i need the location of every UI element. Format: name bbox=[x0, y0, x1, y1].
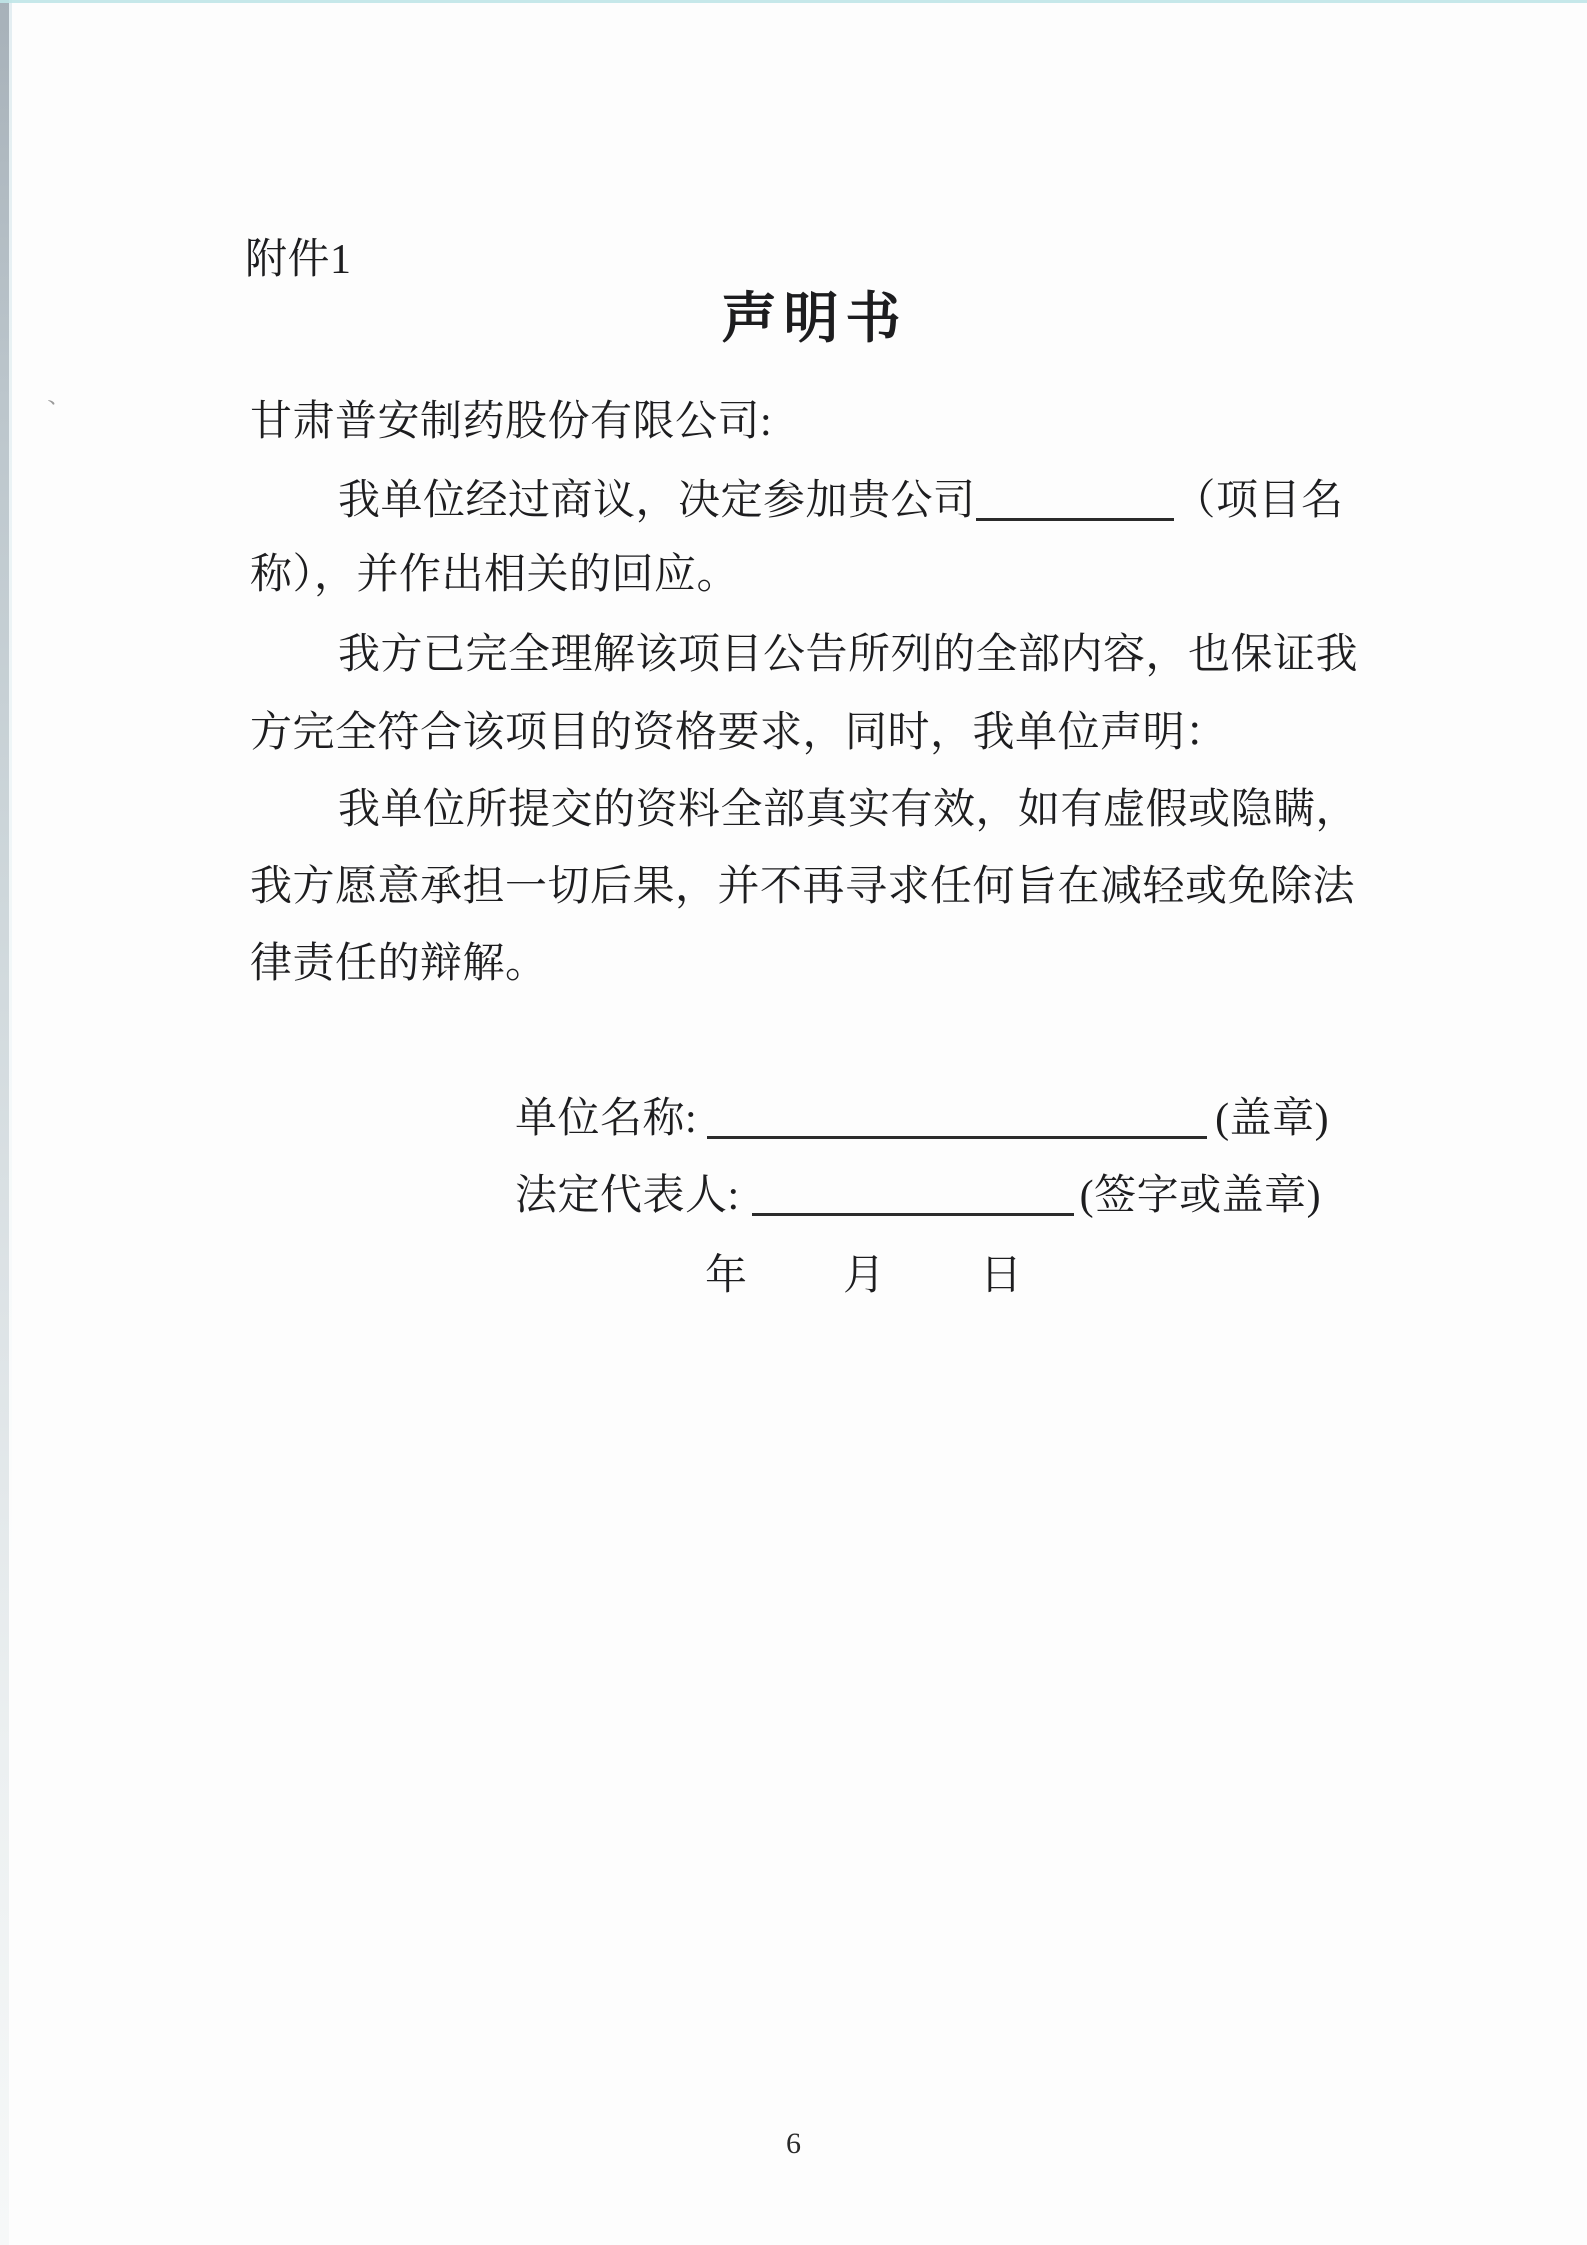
signature-unit-row bbox=[515, 1094, 1329, 1143]
month-label: 月 bbox=[843, 1253, 886, 1299]
date-line bbox=[0, 1252, 1587, 1302]
body-line: 律责任的辩解。 bbox=[250, 941, 548, 987]
salutation: 甘肃普安制药股份有限公司: bbox=[250, 399, 773, 445]
year-label: 年 bbox=[705, 1253, 748, 1299]
body-line: 方完全符合该项目的资格要求，同时，我单位声明： bbox=[250, 710, 1228, 756]
project-name-blank bbox=[976, 476, 1174, 521]
unit-name-label: 单位名称: bbox=[515, 1096, 698, 1142]
page-number: 6 bbox=[786, 2127, 801, 2160]
body-line: 我方愿意承担一切后果，并不再寻求任何旨在减轻或免除法 bbox=[250, 864, 1356, 910]
body-line: 我单位所提交的资料全部真实有效，如有虚假或隐瞒， bbox=[338, 787, 1359, 833]
legal-rep-blank bbox=[752, 1171, 1074, 1216]
legal-rep-note: (签字或盖章) bbox=[1079, 1173, 1322, 1219]
body-text: 我单位经过商议，决定参加贵公司 bbox=[338, 478, 976, 524]
unit-name-blank bbox=[707, 1094, 1207, 1139]
scan-artifact-line bbox=[0, 0, 1587, 3]
day-label: 日 bbox=[980, 1253, 1023, 1299]
body-line bbox=[338, 476, 1344, 525]
signature-legal-rep-row bbox=[515, 1171, 1321, 1220]
unit-seal-note: (盖章) bbox=[1215, 1096, 1330, 1142]
document-title: 声明书 bbox=[721, 288, 908, 349]
scan-edge-highlight bbox=[9, 0, 12, 1572]
legal-rep-label: 法定代表人: bbox=[515, 1173, 740, 1219]
body-line: 称），并作出相关的回应。 bbox=[250, 552, 740, 598]
body-text: （项目名 bbox=[1173, 478, 1344, 524]
attachment-label: 附件1 bbox=[245, 237, 352, 283]
scan-stray-mark: 、 bbox=[43, 379, 71, 409]
body-line: 我方已完全理解该项目公告所列的全部内容，也保证我 bbox=[338, 632, 1359, 678]
